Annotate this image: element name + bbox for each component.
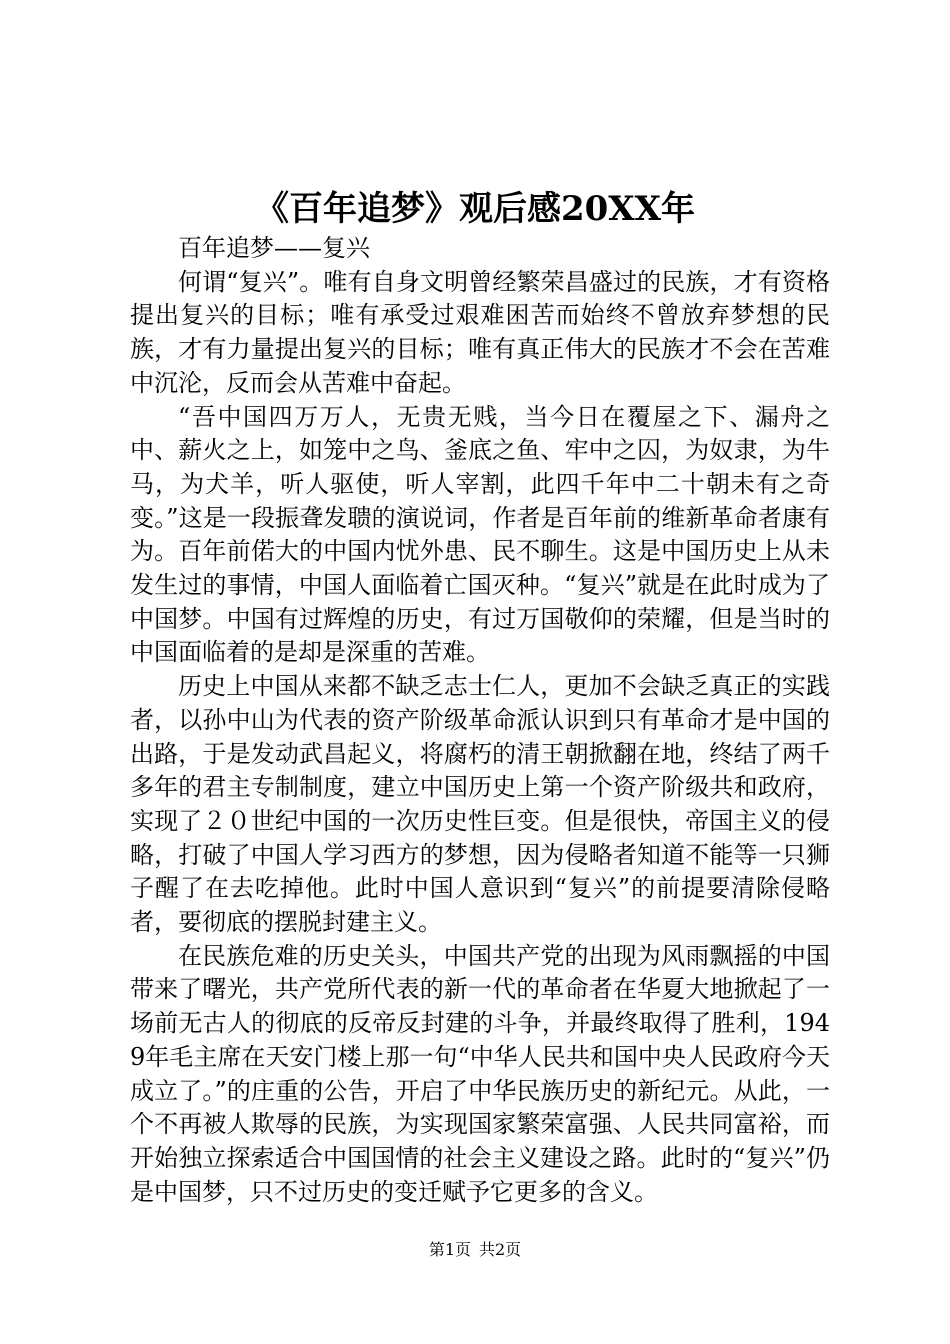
page-number: 第1页 [428,1240,471,1259]
page-footer [0,1238,950,1262]
document-title: 《百年追梦》观后感20XX年 [254,189,696,229]
paragraph-subtitle: 百年追梦——复兴 [178,234,370,262]
document-body [130,232,830,1209]
page-total: 共2页 [479,1240,522,1259]
paragraph: 何谓“复兴”。唯有自身文明曾经繁荣昌盛过的民族，才有资格提出复兴的目标；唯有承受过艰难困苦而始终不曾放弃梦想的民族，才有力量提出复兴的目标；唯有真正伟大的民族才不会在苦难中沉沦，反而会从苦难中奋起。 [130,267,830,397]
paragraph: 在民族危难的历史关头，中国共产党的出现为风雨飘摇的中国带来了曙光，共产党所代表的新一代的革命者在华夏大地掀起了一场前无古人的彻底的反帝反封建的斗争，并最终取得了胜利，1949年毛主席在天安门楼上那一句“中华人民共和国中央人民政府今天成立了。”的庄重的公告，开启了中华民族历史的新纪元。从此，一个不再被人欺辱的民族，为实现国家繁荣富强、人民共同富裕，而开始独立探索适合中国国情的社会主义建设之路。此时的“复兴”仍是中国梦，只不过历史的变迁赋予它更多的含义。 [130,941,830,1206]
paragraph: 历史上中国从来都不缺乏志士仁人，更加不会缺乏真正的实践者，以孙中山为代表的资产阶级革命派认识到只有革命才是中国的出路，于是发动武昌起义，将腐朽的清王朝掀翻在地，终结了两千多年的君主专制制度，建立中国历史上第一个资产阶级共和政府，实现了２０世纪中国的一次历史性巨变。但是很快，帝国主义的侵略，打破了中国人学习西方的梦想，因为侵略者知道不能等一只狮子醒了在去吃掉他。此时中国人意识到“复兴”的前提要清除侵略者，要彻底的摆脱封建主义。 [130,672,830,937]
paragraph: “吾中国四万万人，无贵无贱，当今日在覆屋之下、漏舟之中、薪火之上，如笼中之鸟、釜底之鱼、牢中之囚，为奴隶，为牛马，为犬羊，听人驱使，听人宰割，此四千年中二十朝未有之奇变。”这是一段振聋发聩的演说词，作者是百年前的维新革命者康有为。百年前偌大的中国内忧外患、民不聊生。这是中国历史上从未发生过的事情，中国人面临着亡国灭种。“复兴”就是在此时成为了中国梦。中国有过辉煌的历史，有过万国敬仰的荣耀，但是当时的中国面临着的是却是深重的苦难。 [130,402,830,667]
